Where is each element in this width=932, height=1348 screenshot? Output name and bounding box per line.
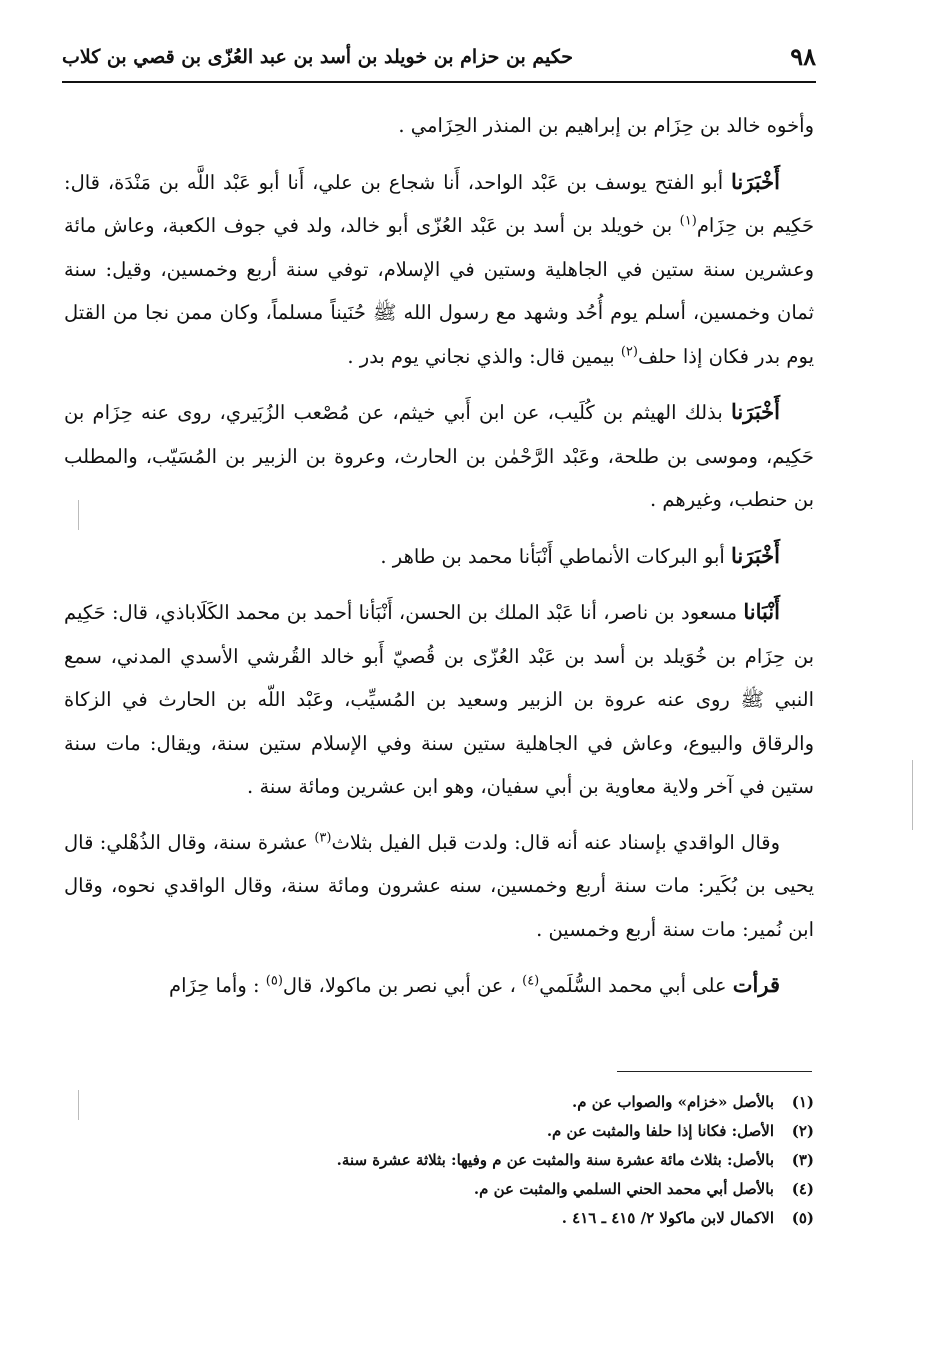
paragraph-text: وأخوه خالد بن حِزَام بن إبراهيم بن المنذر الحِزَامي . xyxy=(398,114,814,137)
footnotes xyxy=(64,1088,814,1233)
paragraph-lead-word: أَخْبَرَنا xyxy=(731,542,780,568)
scan-mark xyxy=(78,500,79,530)
footnote-number: (٣) xyxy=(791,1151,814,1169)
footnote-number: (٢) xyxy=(791,1122,814,1140)
scan-mark xyxy=(912,760,913,830)
footnote-text: بالأصل: بثلاث مائة عشرة سنة والمثبت عن م وفيها: بثلاثة عشرة سنة. xyxy=(336,1151,774,1169)
footnote-5 xyxy=(64,1204,814,1233)
main-text xyxy=(64,104,814,1020)
paragraph-lead-word: أَخْبَرَنا xyxy=(731,399,780,424)
paragraph-lead-word: أَخْبَرَنا xyxy=(731,168,780,194)
running-header xyxy=(62,40,816,80)
paragraph-5 xyxy=(64,590,814,809)
paragraph-text: بذلك الهيثم بن كُلَيب، عن ابن أَبي خيثم، عن مُصْعب الزُبَيري، روى عنه حِزَام بن حَكِيم، وموسى بن طلحة، وعَبْد الرَّحْمٰن بن الحارث، وعروة بن الزبير بن المُسَيّب، والمطلب بن حنطب، وغيرهم . xyxy=(64,401,814,511)
footnote-ref-5[interactable]: (٥) xyxy=(265,973,283,989)
paragraph-7 xyxy=(64,963,814,1008)
footnote-3 xyxy=(64,1146,814,1175)
paragraph-6 xyxy=(64,821,814,952)
paragraph-3 xyxy=(64,390,814,522)
footnote-2 xyxy=(64,1117,814,1146)
footnote-number: (٤) xyxy=(791,1180,814,1198)
running-title: حكيم بن حزام بن خويلد بن أسد بن عبد العُزّى بن قصي بن كلاب xyxy=(62,46,573,68)
paragraph-text: عشرة سنة، وقال الذُهْلي: قال يحيى بن بُكَير: مات سنة أربع وخمسين، سنه عشرون ومائة سنة، وقال الواقدي نحوه، وقال ابن نُمير: مات سنة أربع وخمسين . xyxy=(64,830,814,941)
footnote-ref-3[interactable]: (٣) xyxy=(314,830,332,845)
paragraph-text: ، عن أبي نصر بن ماكولا، قال xyxy=(282,974,523,997)
footnote-rule xyxy=(617,1071,812,1072)
paragraph-2 xyxy=(64,160,814,379)
paragraph-text: بن خويلد بن أسد بن عَبْد العُزّى أبو خالد، ولد في جوف الكعبة، وعاش مائة وعشرين سنة ستين في الجاهلية وستين في الإسلام، توفي سنة أربع وخمسين، وقيل: سنة ثمان وخمسين، أسلم يوم أُحُد وشهد مع رسول الله ﷺ حُنَيناً مسلماً، وكان ممن نجا من القتل يوم بدر فكان إذا حلف xyxy=(64,214,814,368)
paragraph-text: أبو البركات الأنماطي أَنْبَأنا محمد بن طاهر . xyxy=(380,544,732,568)
footnote-text: الاكمال لابن ماكولا ٢/ ٤١٥ ـ ٤١٦ . xyxy=(561,1209,774,1227)
footnote-ref-2[interactable]: (٢) xyxy=(620,344,638,359)
footnote-number: (١) xyxy=(791,1093,814,1111)
paragraph-text: مسعود بن ناصر، أنا عَبْد الملك بن الحسن، أَنْبَأنا أحمد بن محمد الكَلَاباذي، قال: حَكِيم بن حِزَام بن خُوَيلد بن أسد بن عَبْد العُزّى بن قُصيّ أَبو خالد القُرشي الأسدي المدني، سمع النبي ﷺ روى عنه عروة بن الزبير وسعيد بن المُسيِّب، وعَبْد اللّه بن الحارث في الزكاة والرقاق والبيوع، وعاش في الجاهلية ستين سنة وفي الإسلام ستين سنة، ويقال: مات سنة ستين في آخر ولاية معاوية بن أبي سفيان، وهو ابن عشرين ومائة سنة . xyxy=(64,601,814,798)
footnote-text: بالأصل «خزام» والصواب عن م. xyxy=(572,1093,774,1111)
paragraph-4 xyxy=(64,534,814,579)
footnote-ref-1[interactable]: (١) xyxy=(679,213,697,229)
paragraph-text: : وأما حِزَام xyxy=(169,974,266,997)
paragraph-text: أبو الفتح يوسف بن عَبْد الواحد، أَنا شجاع بن علي، أَنا أبو عَبْد اللَّه بن مَنْدَة، قال: حَكِيم بن حِزَام xyxy=(64,170,814,237)
footnote-text: بالأصل أبي محمد الحني السلمي والمثبت عن م. xyxy=(473,1180,774,1198)
header-rule xyxy=(62,81,816,83)
footnote-number: (٥) xyxy=(791,1209,814,1227)
paragraph-1 xyxy=(64,104,814,148)
paragraph-lead-word: قرأت xyxy=(732,972,780,997)
paragraph-lead-word: أَنْبَانا xyxy=(743,599,780,624)
page-number: ٩٨ xyxy=(790,42,816,71)
footnote-4 xyxy=(64,1175,814,1204)
paragraph-text: بيمين قال: والذي نجاني يوم بدر . xyxy=(347,344,621,368)
scan-mark xyxy=(78,1090,79,1120)
footnote-1 xyxy=(64,1088,814,1117)
footnote-text: الأصل: فكانا إذا حلفا والمثبت عن م. xyxy=(546,1122,774,1140)
paragraph-text: على أبي محمد السُّلَمي xyxy=(539,974,733,997)
footnote-ref-4[interactable]: (٤) xyxy=(522,973,540,989)
paragraph-text: وقال الواقدي بإسناد عنه أنه قال: ولدت قبل الفيل بثلاث xyxy=(331,830,781,854)
